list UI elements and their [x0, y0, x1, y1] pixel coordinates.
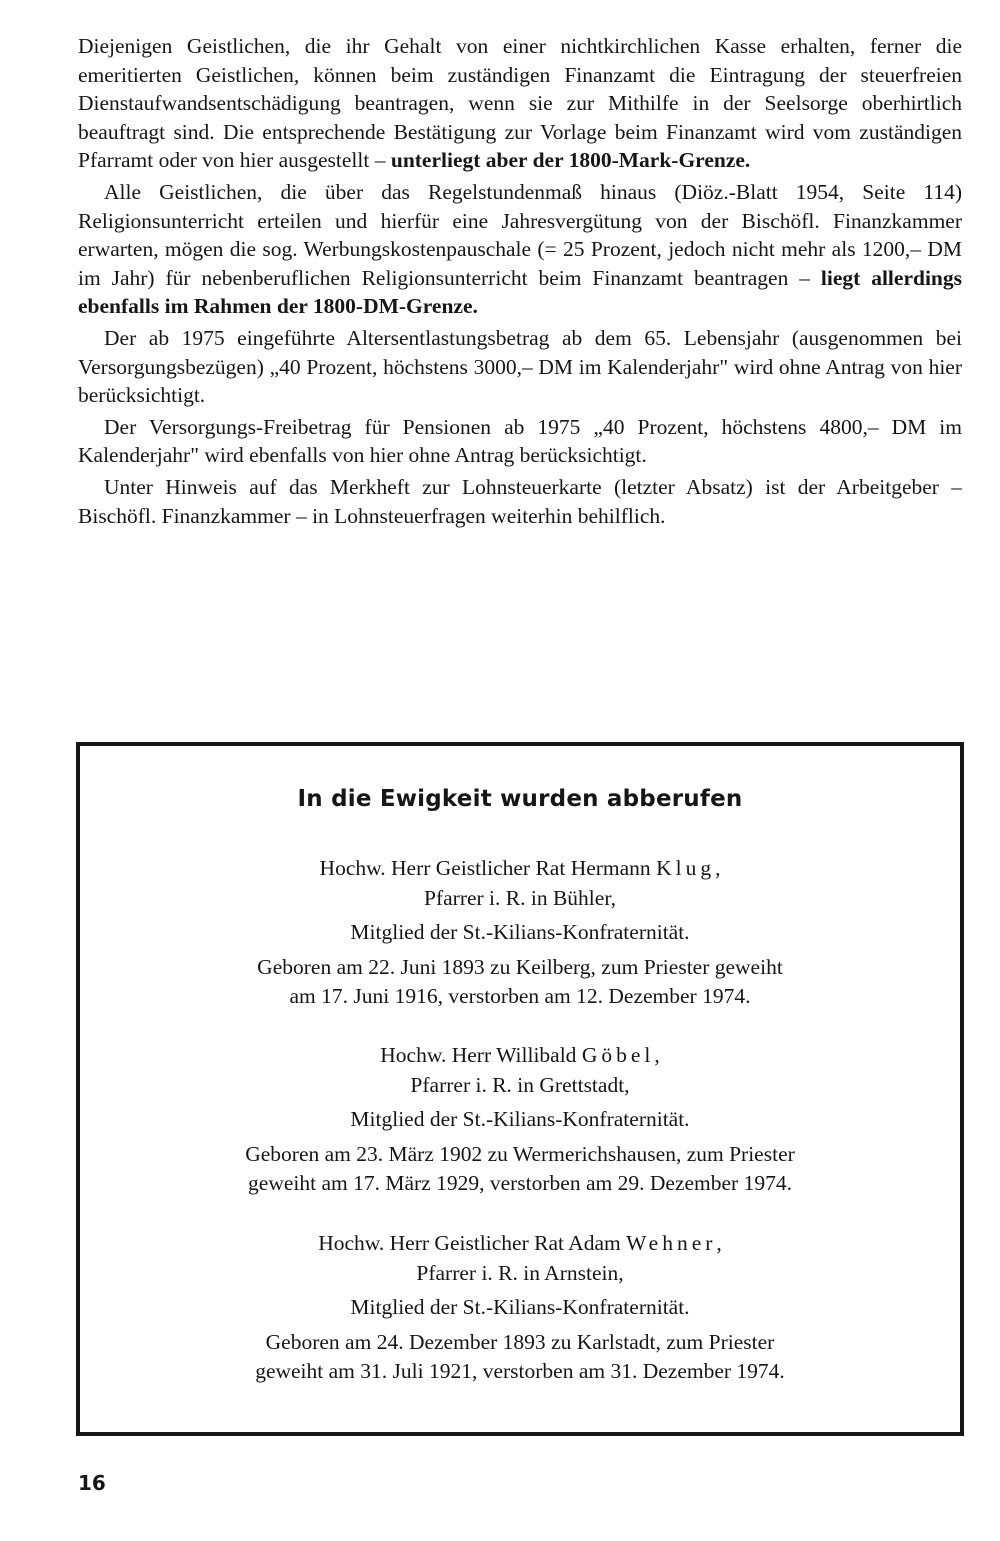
obituary-name-line: Hochw. Herr Willibald Göbel,: [380, 1043, 660, 1067]
obituary-name-line: Hochw. Herr Geistlicher Rat Hermann Klug,: [319, 856, 721, 880]
obituary-membership: Mitglied der St.-Kilians-Konfraternität.: [350, 1107, 690, 1131]
paragraph-religion-teaching: [78, 178, 962, 321]
obituary-honorific: Hochw. Herr Willibald: [380, 1043, 582, 1067]
paragraph-bold-note: liegt allerdings ebenfalls im Rahmen der 1800-DM-Grenze.: [78, 265, 962, 319]
page-number: 16: [78, 1471, 106, 1495]
paragraph-text: Der ab 1975 eingeführte Altersentlastungsbetrag ab dem 65. Lebensjahr (ausgenommen bei Versorgungsbezügen) „40 Prozent, höchstens 3000,– DM im Kalenderjahr" wird ohne Antrag von hier berücksichtigt.: [78, 325, 962, 408]
paragraph-age-relief: [78, 324, 962, 410]
obituary-office: Pfarrer i. R. in Arnstein,: [416, 1260, 624, 1285]
obituary-entry-goebel: [80, 1041, 960, 1199]
obituary-office: Pfarrer i. R. in Grettstadt,: [410, 1072, 630, 1097]
obituary-name-line: Hochw. Herr Geistlicher Rat Adam Wehner,: [318, 1231, 722, 1255]
obituary-surname: Göbel: [581, 1043, 655, 1067]
obituary-dates-line-1: Geboren am 22. Juni 1893 zu Keilberg, zum Priester geweiht: [257, 954, 783, 979]
obituary-entry-klug: [80, 854, 960, 1012]
obituary-dates-line-1: Geboren am 24. Dezember 1893 zu Karlstadt, zum Priester: [265, 1329, 775, 1354]
paragraph-text: Alle Geistlichen, die über das Regelstundenmaß hinaus (Diöz.-Blatt 1954, Seite 114) Religionsunterricht erteilen und hierfür eine Jahresvergütung von der Bischöfl. Finanzkammer erwarten, mögen die sog. Werbungskostenpauschale (= 25 Prozent, jedoch nicht mehr als 1200,– DM im Jahr) für nebenberuflichen Religionsunterricht beim Finanzamt beantragen –: [78, 179, 962, 290]
obituary-honorific: Hochw. Herr Geistlicher Rat Adam: [318, 1231, 627, 1255]
obituary-dates-line-2: geweiht am 17. März 1929, verstorben am 29. Dezember 1974.: [248, 1171, 792, 1195]
obituary-honorific: Hochw. Herr Geistlicher Rat Hermann: [319, 856, 657, 880]
paragraph-emeritus: [78, 32, 962, 175]
obituary-entry-wehner: [80, 1229, 960, 1387]
paragraph-text: Unter Hinweis auf das Merkheft zur Lohnsteuerkarte (letzter Absatz) ist der Arbeitgeber – Bischöfl. Finanzkammer – in Lohnsteuerfragen weiterhin behilflich.: [78, 474, 962, 528]
obituary-dates-line-1: Geboren am 23. März 1902 zu Wermerichshausen, zum Priester: [245, 1141, 795, 1166]
paragraph-bold-note: unterliegt aber der 1800-Mark-Grenze.: [390, 148, 751, 173]
paragraph-text: Der Versorgungs-Freibetrag für Pensionen ab 1975 „40 Prozent, höchstens 4800,– DM im Kalenderjahr" wird ebenfalls von hier ohne Antrag berücksichtigt.: [78, 414, 962, 468]
obituary-box: [76, 742, 964, 1436]
obituary-dates-line-2: am 17. Juni 1916, verstorben am 12. Dezember 1974.: [289, 984, 751, 1008]
obituary-membership: Mitglied der St.-Kilians-Konfraternität.: [350, 920, 690, 944]
obituary-title: In die Ewigkeit wurden abberufen: [297, 786, 743, 812]
paragraph-text: Diejenigen Geistlichen, die ihr Gehalt von einer nichtkirchlichen Kasse erhalten, ferner die emeritierten Geistlichen, können beim zuständigen Finanzamt die Eintragung der steuerfreien Dienstaufwandsentschädigung beantragen, wenn sie zur Mithilfe in der Seelsorge oberhirtlich beauftragt sind. Die entsprechende Bestätigung zur Vorlage beim Finanzamt wird vom zuständigen Pfarramt oder von hier ausgestellt –: [78, 34, 962, 173]
paragraph-pension-allowance: [78, 413, 962, 470]
body-text: [78, 32, 962, 533]
obituary-surname: Wehner: [626, 1231, 717, 1255]
obituary-office: Pfarrer i. R. in Bühler,: [424, 885, 616, 910]
paragraph-employer-help: [78, 473, 962, 530]
obituary-surname: Klug: [656, 856, 716, 880]
obituary-membership: Mitglied der St.-Kilians-Konfraternität.: [350, 1295, 690, 1319]
obituary-dates-line-2: geweiht am 31. Juli 1921, verstorben am 31. Dezember 1974.: [255, 1359, 785, 1383]
